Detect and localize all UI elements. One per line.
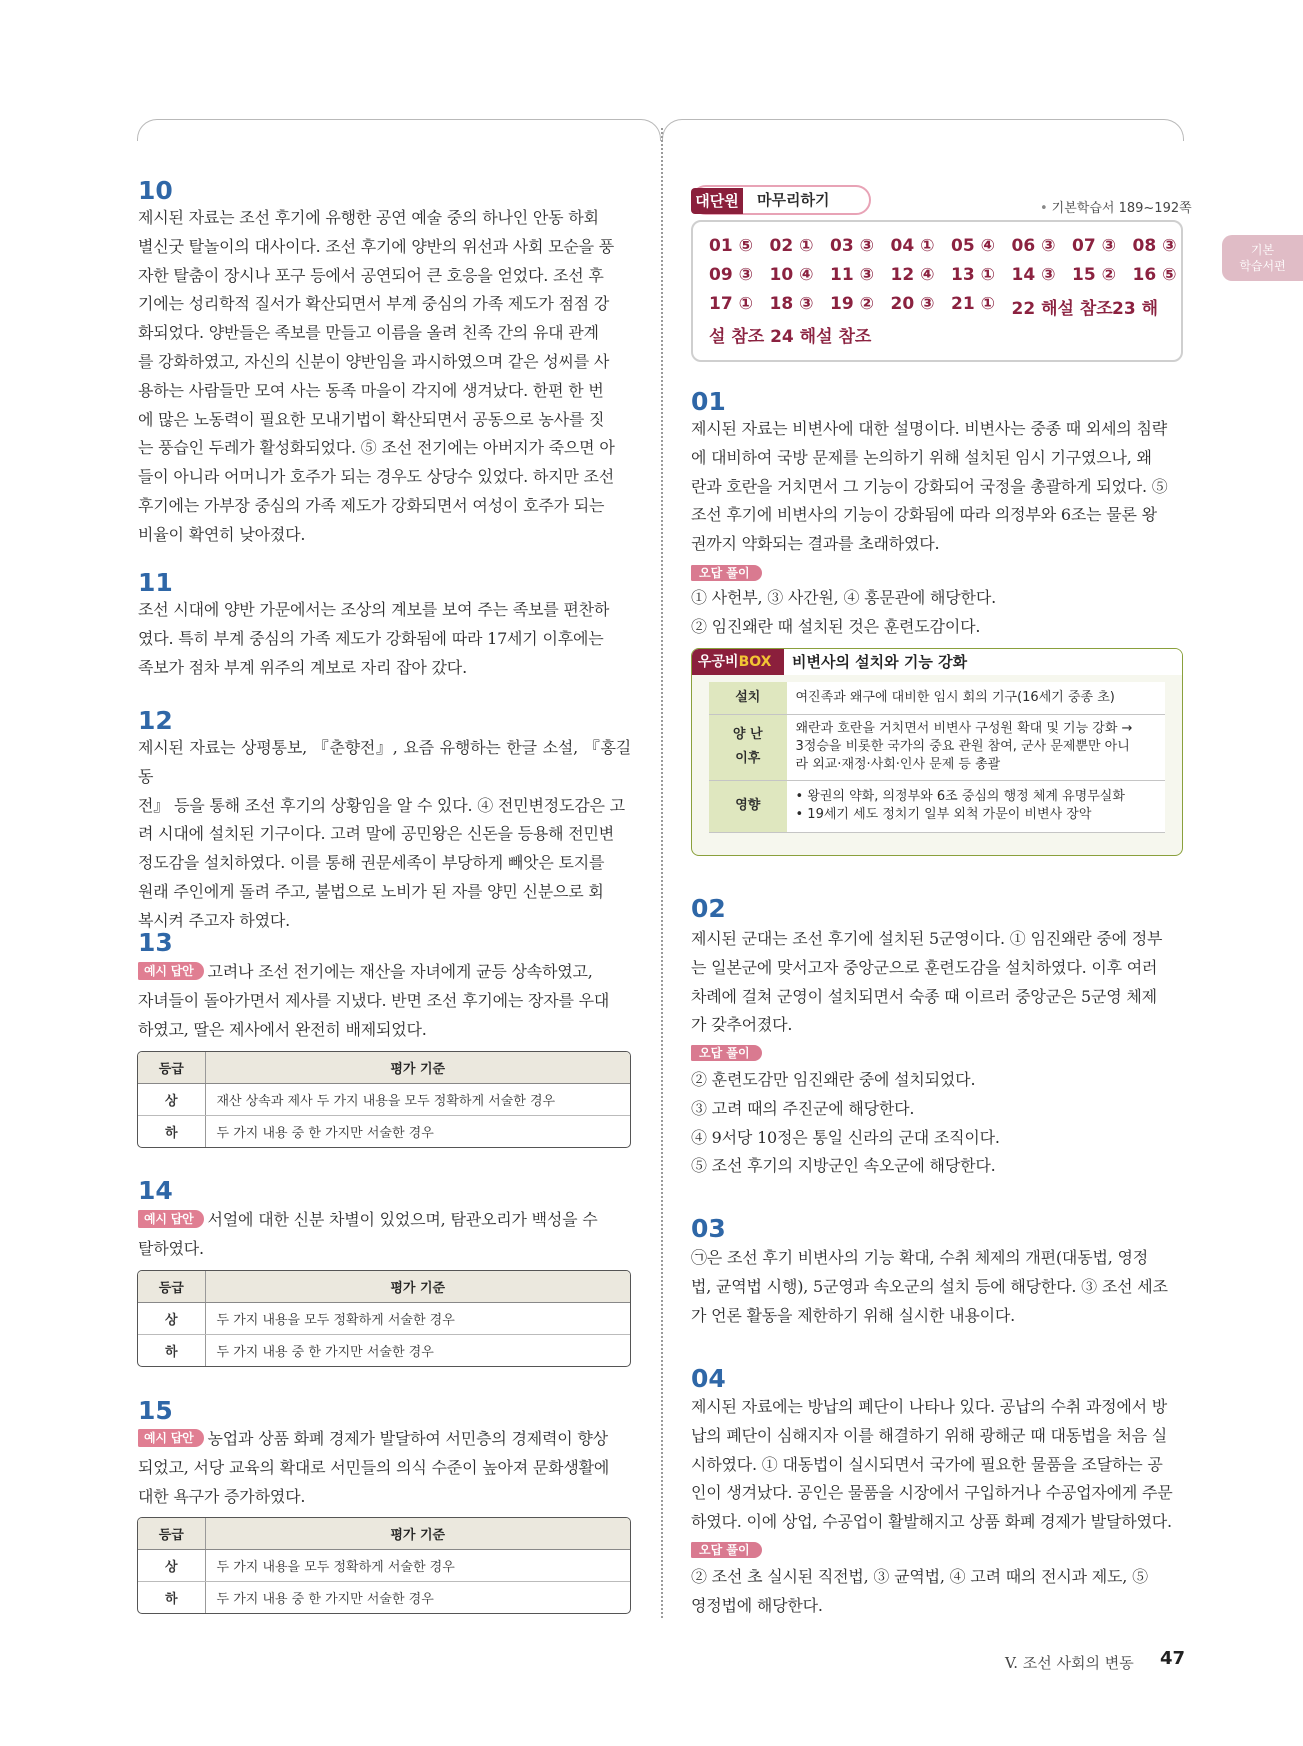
wrong-answer-label: 오답 풀이 (691, 565, 762, 581)
question-number-04: 04 (691, 1364, 726, 1393)
answer-text-03 (691, 1244, 1183, 1330)
text-line: 납의 폐단이 심해지자 이를 해결하기 위해 광해군 때 대동법을 처음 실 (691, 1425, 1168, 1445)
table-row (138, 1549, 630, 1581)
answer-text-04 (691, 1393, 1183, 1537)
answer-key-item: 11 ③ (830, 265, 874, 285)
text-line: 에 많은 노동력이 필요한 모내기법이 확산되면서 공동으로 농사를 짓 (138, 409, 605, 429)
answer-key-item: 08 ③ (1132, 236, 1177, 256)
question-number-15: 15 (138, 1396, 173, 1425)
question-number-11: 11 (138, 568, 173, 597)
text-line: 권까지 약화되는 결과를 초래하였다. (691, 534, 940, 554)
row-header (709, 714, 787, 780)
criteria-cell: 두 가지 내용을 모두 정확하게 서술한 경우 (205, 1302, 630, 1334)
text-line: 였다. 특히 부계 중심의 가족 제도가 강화됨에 따라 17세기 이후에는 (138, 628, 604, 648)
badge-box-text: BOX (738, 654, 772, 670)
criteria-cell: 두 가지 내용 중 한 가지만 서술한 경우 (216, 1591, 434, 1607)
grading-table-15 (137, 1517, 631, 1614)
text-line: ① 사헌부, ③ 사간원, ④ 홍문관에 해당한다. (691, 588, 996, 607)
table-row (709, 682, 1165, 714)
question-number-14: 14 (138, 1176, 173, 1205)
table-row (709, 780, 1165, 832)
text-line: • 왕권의 약화, 의정부와 6조 중심의 행정 체계 유명무실화 (795, 789, 1125, 804)
study-box-badge (692, 649, 784, 675)
table-row (138, 1334, 630, 1366)
answer-text-10 (138, 204, 631, 550)
text-line: 제시된 군대는 조선 후기에 설치된 5군영이다. ① 임진왜란 중에 정부 (691, 929, 1163, 948)
text-line: 되었고, 서당 교육의 확대로 서민들의 의식 수준이 높아져 문화생활에 (138, 1457, 610, 1477)
answer-key-item: 19 ② (830, 294, 874, 314)
question-number-02: 02 (691, 894, 726, 923)
answer-key-item: 18 ③ (769, 294, 814, 314)
study-box (691, 648, 1183, 856)
table-header-grade: 등급 (138, 1271, 205, 1302)
answer-text-15 (138, 1425, 631, 1511)
text-line: 조선 시대에 양반 가문에서는 조상의 계보를 보여 주는 족보를 편찬하 (138, 600, 610, 619)
grade-cell: 하 (138, 1334, 205, 1366)
text-line: 원래 주인에게 돌려 주고, 불법으로 노비가 된 자를 양민 신분으로 회 (138, 881, 604, 901)
text-line: 법, 균역법 시행), 5군영과 속오군의 설치 등에 해당한다. ③ 조선 세조 (691, 1276, 1168, 1296)
row-content (787, 682, 1165, 714)
text-line: 전』 등을 통해 조선 후기의 상황임을 알 수 있다. ④ 전민변정도감은 고 (138, 795, 625, 815)
text-line: 대한 욕구가 증가하였다. (138, 1486, 306, 1506)
study-box-title: 비변사의 설치와 기능 강화 (792, 653, 968, 671)
text-line: 비율이 확연히 낮아졌다. (138, 524, 306, 544)
side-tab-line: 학습서편 (1239, 259, 1286, 273)
table-row (138, 1302, 630, 1334)
text-line: 가 갖추어졌다. (691, 1015, 793, 1035)
text-line: 에 대비하여 국방 문제를 논의하기 위해 설치된 임시 기구였으나, 왜 (691, 447, 1152, 467)
question-number-10: 10 (138, 176, 173, 205)
answer-key-item: 21 ① (951, 294, 995, 314)
text-line: 시하였다. ① 대동법이 실시되면서 국가에 필요한 물품을 조달하는 공 (691, 1454, 1163, 1474)
row-content (787, 714, 1165, 780)
text-line: 가 언론 활동을 제한하기 위해 실시한 내용이다. (691, 1305, 1016, 1325)
criteria-cell: 재산 상속과 제사 두 가지 내용을 모두 정확하게 서술한 경우 (205, 1083, 630, 1115)
answer-key-item: 17 ① (709, 294, 753, 314)
answer-key-row-4: 설 참조 24 해설 참조 (709, 327, 872, 347)
side-tab-basic-study (1222, 235, 1303, 281)
criteria-cell: 두 가지 내용을 모두 정확하게 서술한 경우 (205, 1549, 630, 1581)
answer-key-item: 05 ④ (951, 236, 995, 256)
text-line: 자녀들이 돌아가면서 제사를 지냈다. 반면 조선 후기에는 장자를 우대 (138, 990, 610, 1010)
answer-key-item: 10 ④ (769, 265, 814, 285)
wrong-answer-text-01 (691, 584, 1183, 642)
table-header-grade: 등급 (138, 1052, 205, 1083)
text-line: 는 일본군에 맞서고자 중앙군으로 훈련도감을 설치하였다. 이후 여러 (691, 957, 1158, 977)
badge-text: 우공비 (698, 654, 739, 670)
grade-cell: 상 (138, 1549, 205, 1581)
column-divider (661, 128, 663, 1618)
answer-text-12 (138, 734, 631, 936)
unit-badge-light: 마무리하기 (691, 185, 871, 215)
table-header-criteria: 평가 기준 (205, 1052, 630, 1083)
text-line: 를 강화하였고, 자신의 신분이 양반임을 과시하였으며 같은 성씨를 사 (138, 351, 610, 371)
question-number-13: 13 (138, 928, 173, 957)
text-line: 조선 후기에 비변사의 기능이 강화됨에 따라 의정부와 6조는 물론 왕 (691, 505, 1157, 525)
example-answer-badge: 예시 답안 (138, 1210, 204, 1228)
book-reference: • 기본학습서 189~192쪽 (1040, 197, 1192, 216)
text-line: 화되었다. 양반들은 족보를 만들고 이름을 올려 친족 간의 유대 관계 (138, 323, 599, 343)
wrong-answer-label: 오답 풀이 (691, 1542, 762, 1558)
answer-key-box (691, 220, 1183, 362)
answer-key-item: 02 ① (769, 236, 814, 256)
text-line: 왜란과 호란을 거치면서 비변사 구성원 확대 및 기능 강화 → (795, 721, 1133, 736)
wrong-answer-badge-01 (691, 562, 762, 581)
text-line: 제시된 자료에는 방납의 폐단이 나타나 있다. 공납의 수취 과정에서 방 (691, 1397, 1168, 1416)
answer-text-13 (138, 958, 631, 1044)
text-line: 별신굿 탈놀이의 대사이다. 조선 후기에 양반의 위선과 사회 모순을 풍 (138, 236, 615, 256)
question-number-01: 01 (691, 387, 726, 416)
text-line: ④ 9서당 10정은 통일 신라의 군대 조직이다. (691, 1127, 1000, 1147)
table-header-criteria: 평가 기준 (205, 1518, 630, 1549)
answer-key-item: 23 해 (1112, 299, 1158, 319)
text-line: 정도감을 설치하였다. 이를 통해 권문세족이 부당하게 빼앗은 토지를 (138, 853, 605, 873)
grading-table-14 (137, 1270, 631, 1367)
example-answer-badge: 예시 답안 (138, 1429, 204, 1447)
text-line: 3정승을 비롯한 국가의 중요 관원 참여, 군사 문제뿐만 아니 (795, 739, 1130, 754)
answer-key-item: 13 ① (951, 265, 995, 285)
text-line: 자한 탈춤이 장시나 포구 등에서 공연되어 큰 호응을 얻었다. 조선 후 (138, 265, 604, 285)
text-line: 서얼에 대한 신분 차별이 있었으며, 탐관오리가 백성을 수 (207, 1210, 598, 1229)
answer-key-item: 12 ④ (890, 265, 935, 285)
table-header-grade: 등급 (138, 1518, 205, 1549)
text-line: 는 풍습인 두레가 활성화되었다. ⑤ 조선 전기에는 아버지가 죽으면 아 (138, 438, 615, 458)
answer-key-item: 20 ③ (890, 294, 935, 314)
right-column-frame (662, 119, 1184, 141)
answer-text-14 (138, 1206, 631, 1264)
answer-key-item: 01 ⑤ (709, 236, 753, 256)
wrong-answer-badge-02 (691, 1042, 762, 1061)
row-content (787, 780, 1165, 832)
answer-text-02 (691, 925, 1183, 1040)
table-row (709, 714, 1165, 780)
grade-cell: 하 (138, 1115, 205, 1147)
grade-cell: 상 (138, 1083, 205, 1115)
text-line: 라 외교·재정·사회·인사 문제 등 총괄 (795, 757, 1001, 772)
side-tab-line: 기본 (1250, 243, 1275, 257)
text-line: ② 조선 초 실시된 직전법, ③ 균역법, ④ 고려 때의 전시과 제도, ⑤ (691, 1567, 1148, 1586)
text-line: 제시된 자료는 조선 후기에 유행한 공연 예술 중의 하나인 안동 하회 (138, 208, 599, 227)
text-line: ③ 고려 때의 주진군에 해당한다. (691, 1098, 915, 1118)
text-line: 용하는 사람들만 모여 사는 동족 마을이 각지에 생겨났다. 한편 한 번 (138, 380, 604, 400)
question-number-12: 12 (138, 706, 173, 735)
answer-key-item: 14 ③ (1011, 265, 1056, 285)
table-header-criteria: 평가 기준 (205, 1271, 630, 1302)
text-line: 란과 호란을 거치면서 그 기능이 강화되어 국정을 총괄하게 되었다. ⑤ (691, 476, 1168, 496)
table-row (138, 1581, 630, 1613)
page-number: 47 (1160, 1648, 1186, 1669)
answer-key-item: 16 ⑤ (1132, 265, 1177, 285)
text-line: 기에는 성리학적 질서가 확산되면서 부계 중심의 가족 제도가 점점 강 (138, 294, 610, 314)
grade-cell: 하 (138, 1581, 205, 1613)
question-number-03: 03 (691, 1214, 726, 1243)
text-line: ② 임진왜란 때 설치된 것은 훈련도감이다. (691, 616, 981, 636)
answer-key-item: 15 ② (1072, 265, 1116, 285)
row-header-text: 양 난 이후 (732, 727, 763, 766)
answer-text-11 (138, 596, 631, 682)
text-line: 후기에는 가부장 중심의 가족 제도가 강화되면서 여성이 호주가 되는 (138, 495, 605, 515)
text-line: 영정법에 해당한다. (691, 1595, 823, 1615)
criteria-cell: 두 가지 내용 중 한 가지만 서술한 경우 (216, 1344, 434, 1360)
text-line: 인이 생겨났다. 공인은 물품을 시장에서 구입하거나 수공업자에게 주문 (691, 1483, 1173, 1503)
table-row (138, 1083, 630, 1115)
text-line: • 19세기 세도 정치기 일부 외척 가문이 비변사 장악 (795, 807, 1092, 822)
text-line: 하였고, 딸은 제사에서 완전히 배제되었다. (138, 1019, 427, 1039)
text-line: 복시켜 주고자 하였다. (138, 910, 290, 930)
text-line: 제시된 자료는 상평통보, 『춘향전』, 요즘 유행하는 한글 소설, 『홍길동 (138, 738, 631, 786)
answer-key-item: 09 ③ (709, 265, 753, 285)
wrong-answer-text-04 (691, 1563, 1183, 1621)
text-line: ⑤ 조선 후기의 지방군인 속오군에 해당한다. (691, 1156, 996, 1176)
row-header: 영향 (709, 780, 787, 832)
text-line: 족보가 점차 부계 위주의 계보로 자리 잡아 갔다. (138, 657, 467, 677)
text-line: 농업과 상품 화폐 경제가 발달하여 서민층의 경제력이 향상 (207, 1429, 608, 1448)
text-line: ② 훈련도감만 임진왜란 중에 설치되었다. (691, 1070, 976, 1089)
answer-key-item: 06 ③ (1011, 236, 1056, 256)
text-line: 여진족과 왜구에 대비한 임시 회의 기구(16세기 중종 초) (795, 689, 1115, 705)
text-line: 들이 아니라 어머니가 호주가 되는 경우도 상당수 있었다. 하지만 조선 (138, 467, 615, 487)
wrong-answer-badge-04 (691, 1539, 762, 1558)
grading-table-13 (137, 1051, 631, 1148)
row-header: 설치 (709, 682, 787, 714)
answer-key-item: 07 ③ (1072, 236, 1116, 256)
text-line: 탈하였다. (138, 1238, 204, 1258)
text-line: ㉠은 조선 후기 비변사의 기능 확대, 수취 체제의 개편(대동법, 영정 (691, 1248, 1148, 1267)
example-answer-badge: 예시 답안 (138, 962, 204, 980)
grade-cell: 상 (138, 1302, 205, 1334)
text-line: 하였다. 이에 상업, 수공업이 활발해지고 상품 화폐 경제가 발달하였다. (691, 1512, 1172, 1532)
answer-key-item: 04 ① (890, 236, 935, 256)
text-line: 고려나 조선 전기에는 재산을 자녀에게 균등 상속하였고, (207, 962, 593, 981)
study-table (709, 682, 1165, 833)
answer-key-item: 22 해설 참조 (1011, 299, 1113, 319)
wrong-answer-text-02 (691, 1066, 1183, 1181)
text-line: 려 시대에 설치된 기구이다. 고려 말에 공민왕은 신돈을 등용해 전민변 (138, 824, 615, 844)
criteria-cell: 두 가지 내용 중 한 가지만 서술한 경우 (216, 1125, 434, 1141)
table-row (138, 1115, 630, 1147)
answer-text-01 (691, 415, 1183, 559)
text-line: 차례에 걸쳐 군영이 설치되면서 숙종 때 이르러 중앙군은 5군영 체제 (691, 986, 1157, 1006)
wrong-answer-label: 오답 풀이 (691, 1045, 762, 1061)
left-column-frame (137, 119, 661, 141)
answer-key-item: 03 ③ (830, 236, 874, 256)
footer-chapter-title: V. 조선 사회의 변동 (1005, 1654, 1134, 1672)
text-line: 제시된 자료는 비변사에 대한 설명이다. 비변사는 중종 때 외세의 침략 (691, 419, 1168, 438)
unit-badge-dark: 대단원 (691, 188, 743, 214)
